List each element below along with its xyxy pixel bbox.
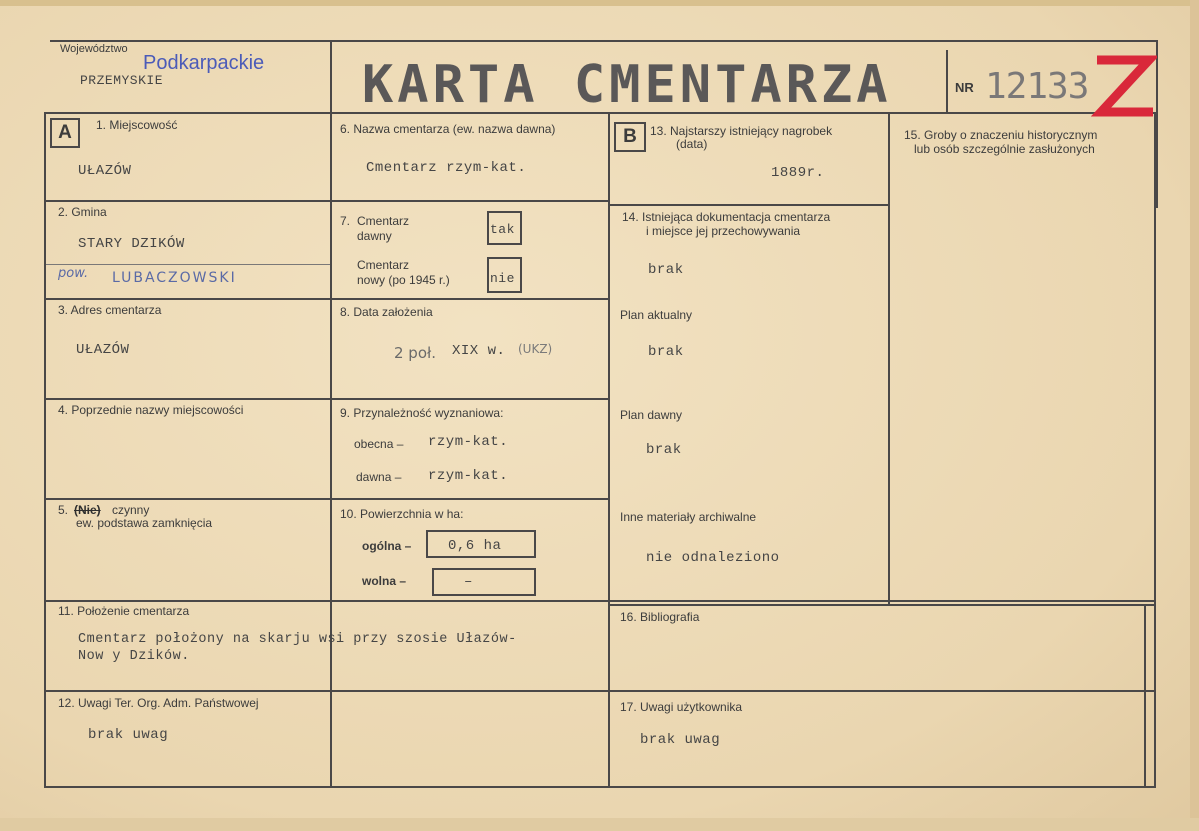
inne-materialy-value: nie odnaleziono <box>646 550 780 566</box>
section-b-badge: B <box>614 122 646 152</box>
frame-line <box>608 604 1156 606</box>
field-8-hand-note: (UKZ) <box>518 342 553 356</box>
inne-materialy-label: Inne materiały archiwalne <box>620 510 757 524</box>
field-15-label-2: lub osób szczególnie zasłużonych <box>914 142 1095 156</box>
field-3-value: UŁAZÓW <box>76 342 130 358</box>
field-9-obecna-value: rzym-kat. <box>428 434 509 450</box>
field-7-dawny-value: tak <box>490 222 515 237</box>
field-7-num: 7. <box>340 214 351 228</box>
field-10-wolna-value: – <box>464 574 473 590</box>
field-3-label: 3. Adres cmentarza <box>58 303 162 317</box>
field-1-value: UŁAZÓW <box>78 163 132 179</box>
field-10-label: 10. Powierzchnia w ha: <box>340 507 464 521</box>
card-title: KARTA CMENTARZA <box>362 55 892 115</box>
nr-value: 12133 <box>985 66 1089 107</box>
field-13-value: 1889r. <box>771 165 825 181</box>
field-10-wolna-box <box>432 568 536 596</box>
card-top-edge <box>0 0 1199 6</box>
wojewodztwo-label: Województwo <box>60 43 128 55</box>
field-5-label-line2: ew. podstawa zamknięcia <box>76 516 213 530</box>
nr-label: NR <box>955 80 974 95</box>
field-10-wolna-label: wolna – <box>362 574 407 588</box>
frame-line <box>44 398 610 400</box>
frame-line <box>44 112 46 788</box>
field-16-label: 16. Bibliografia <box>620 610 700 624</box>
frame-line <box>44 200 610 202</box>
field-12-value: brak uwag <box>88 727 169 743</box>
field-4-label: 4. Poprzednie nazwy miejscowości <box>58 403 244 417</box>
field-10-ogolna-label: ogólna – <box>362 539 412 553</box>
field-14-label-2: i miejsce jej przechowywania <box>646 224 801 238</box>
field-9-obecna-label: obecna – <box>354 437 404 451</box>
field-9-label: 9. Przynależność wyznaniowa: <box>340 406 504 420</box>
field-9-dawna-label: dawna – <box>356 470 402 484</box>
field-7-nowy-value: nie <box>490 271 515 286</box>
field-17-label: 17. Uwagi użytkownika <box>620 700 743 714</box>
field-7-nowy-box <box>487 257 522 293</box>
plan-aktualny-label: Plan aktualny <box>620 308 693 322</box>
field-15-label-1: 15. Groby o znaczeniu historycznym <box>904 128 1098 142</box>
category-z-mark <box>1091 54 1157 120</box>
field-13-label-2: (data) <box>676 137 708 151</box>
frame-line <box>50 40 1158 42</box>
field-2-value: STARY DZIKÓW <box>78 236 185 252</box>
frame-line <box>1154 112 1156 788</box>
field-6-value: Cmentarz rzym-kat. <box>366 160 527 176</box>
field-8-label: 8. Data założenia <box>340 305 433 319</box>
field-5-label-struck: (Nie) <box>74 503 101 517</box>
field-2-label: 2. Gmina <box>58 205 107 219</box>
field-12-label: 12. Uwagi Ter. Org. Adm. Państwowej <box>58 696 259 710</box>
frame-line <box>1144 604 1146 788</box>
field-14-value: brak <box>648 262 684 278</box>
field-5-label-num: 5. <box>58 503 69 517</box>
frame-line <box>608 112 610 788</box>
frame-line <box>44 498 610 500</box>
field-11-line-2: Now y Dzików. <box>78 649 190 664</box>
field-2-hand-prefix: pow. <box>58 266 89 281</box>
field-10-ogolna-value: 0,6 ha <box>448 538 502 554</box>
field-6-label: 6. Nazwa cmentarza (ew. nazwa dawna) <box>340 122 556 136</box>
frame-line <box>946 50 948 112</box>
card-right-edge <box>1190 0 1199 831</box>
field-11-label: 11. Położenie cmentarza <box>58 604 190 618</box>
wojewodztwo-stamp: Podkarpackie <box>143 52 265 74</box>
frame-line <box>608 204 890 206</box>
field-14-label-1: 14. Istniejąca dokumentacja cmentarza <box>622 210 831 224</box>
field-8-value: XIX w. <box>452 343 506 359</box>
field-13-label-1: 13. Najstarszy istniejący nagrobek <box>650 124 833 138</box>
plan-aktualny-value: brak <box>648 344 684 360</box>
field-8-hand-prefix: 2 poł. <box>394 344 437 362</box>
frame-line <box>44 298 610 300</box>
field-2-divider <box>46 264 330 265</box>
field-7-nowy-label-1: Cmentarz <box>357 258 410 272</box>
field-7-nowy-label-2: nowy (po 1945 r.) <box>357 273 450 287</box>
frame-line <box>888 112 890 604</box>
field-9-dawna-value: rzym-kat. <box>428 468 509 484</box>
field-7-dawny-label-2: dawny <box>357 229 392 243</box>
field-7-dawny-label-1: Cmentarz <box>357 214 410 228</box>
field-1-label: 1. Miejscowość <box>96 118 178 132</box>
wojewodztwo-value: PRZEMYSKIE <box>80 73 164 88</box>
field-2-hand-value: LUBACZOWSKI <box>112 270 237 286</box>
card-bottom-edge <box>0 818 1199 831</box>
field-11-line-1: Cmentarz położony na skarju wsi przy szosie Ułazów- <box>78 632 517 647</box>
field-7-dawny-box <box>487 211 522 245</box>
frame-line <box>44 690 1156 692</box>
plan-dawny-label: Plan dawny <box>620 408 683 422</box>
field-5-label-rest: czynny <box>112 503 150 517</box>
plan-dawny-value: brak <box>646 442 682 458</box>
frame-line <box>44 786 1156 788</box>
field-17-value: brak uwag <box>640 732 721 748</box>
section-a-badge: A <box>50 118 80 148</box>
field-10-ogolna-box <box>426 530 536 558</box>
frame-line <box>330 40 332 786</box>
frame-line <box>44 600 1156 602</box>
